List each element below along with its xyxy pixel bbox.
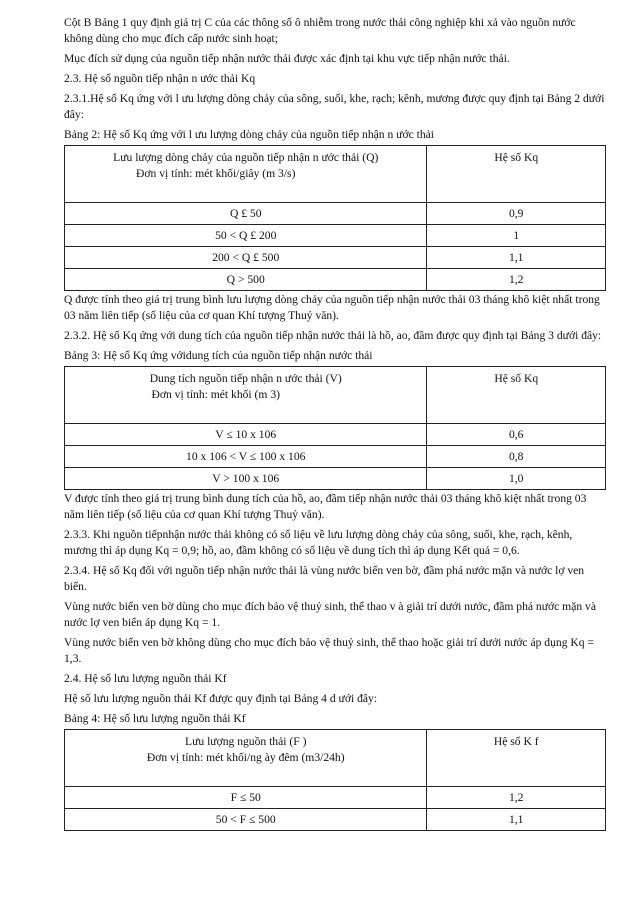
table-4 <box>64 729 606 831</box>
table-cell-range: 10 x 106 < V ≤ 100 x 106 <box>65 446 427 468</box>
section-heading-2-3: 2.3. Hệ số nguồn tiếp nhận n ước thải Kq <box>64 72 256 85</box>
table-header-row <box>65 367 606 424</box>
table-cell-k: 0,8 <box>427 446 606 468</box>
table-header-cell <box>65 367 427 424</box>
section-2-3-1: 2.3.1.Hệ số Kq ứng với l ưu lượng dòng chảy của sông, suối, khe, rạch; kênh, mương được quy định tại Bảng 2 dưới đây: <box>64 92 605 121</box>
table-cell-range: 50 < F ≤ 500 <box>65 809 427 831</box>
table-header-cell <box>65 146 427 203</box>
table-header-cell: Hệ số Kq <box>427 146 606 203</box>
table-cell-range: Q > 500 <box>65 269 427 291</box>
table-row <box>65 247 606 269</box>
note-v: V được tính theo giá trị trung bình dung tích của hồ, ao, đầm tiếp nhận nước thải 03 tháng khô kiệt nhất trong 03 năm liên tiếp (số liệu của cơ quan Khí tượng Thuỷ văn). <box>64 492 587 521</box>
table-header-cell <box>65 730 427 787</box>
section-2-3-3: 2.3.3. Khi nguồn tiếpnhận nước thải không có số liệu về lưu lượng dòng chảy của sông, suối, khe, rạch, kênh, mương thì áp dụng Kq = 0,9; hồ, ao, đầm không có số liệu về dung tích thì áp dụng Kết quả = 0,6. <box>64 528 573 557</box>
table-cell-k: 1,1 <box>427 809 606 831</box>
header-unit-line: Đơn vị tính: mét khối/giây (m 3/s) <box>136 167 296 180</box>
table-cell-range: 50 < Q £ 200 <box>65 225 427 247</box>
paragraph-kf: Hệ số lưu lượng nguồn thải Kf được quy định tại Bảng 4 d ưới đây: <box>64 692 378 705</box>
table-row <box>65 424 606 446</box>
note-q: Q được tính theo giá trị trung bình lưu lượng dòng chảy của nguồn tiếp nhận nước thải 03 tháng khô kiệt nhất trong 03 năm liên tiếp (số liệu của cơ quan Khí tượng Thuỷ văn). <box>64 293 600 322</box>
paragraph-coast-1: Vùng nước biển ven bờ dùng cho mục đích bảo vệ thuỷ sinh, thể thao v à giải trí dưới nước, đầm phá nước mặn và nước lợ ven biển áp dụng Kq = 1. <box>64 600 596 629</box>
table-cell-k: 0,9 <box>427 203 606 225</box>
section-2-3-4: 2.3.4. Hệ số Kq đối với nguồn tiếp nhận nước thải là vùng nước biển ven bờ, đầm phá nước mặn và nước lợ ven biển. <box>64 564 585 593</box>
table-cell-k: 1,2 <box>427 269 606 291</box>
table-row <box>65 809 606 831</box>
section-2-3-2: 2.3.2. Hệ số Kq ứng với dung tích của nguồn tiếp nhận nước thải là hồ, ao, đầm được quy định tại Bảng 3 dưới đây: <box>64 329 602 342</box>
table-header-row <box>65 730 606 787</box>
table-cell-range: F ≤ 50 <box>65 787 427 809</box>
table-row <box>65 446 606 468</box>
table-cell-k: 0,6 <box>427 424 606 446</box>
table-4-caption: Bảng 4: Hệ số lưu lượng nguồn thải Kf <box>64 712 246 725</box>
table-header-cell: Hệ số K f <box>427 730 606 787</box>
table-row <box>65 269 606 291</box>
table-3 <box>64 366 606 490</box>
header-line: Lưu lượng dòng chảy của nguồn tiếp nhận n ước thải (Q) <box>113 151 379 164</box>
header-line: Dung tích nguồn tiếp nhận n ước thải (V) <box>149 372 342 385</box>
paragraph-coast-2: Vùng nước biển ven bờ không dùng cho mục đích bảo vệ thuỷ sinh, thể thao hoặc giải trí dưới nước áp dụng Kq = 1,3. <box>64 636 594 665</box>
table-cell-range: V ≤ 10 x 106 <box>65 424 427 446</box>
table-cell-k: 1,1 <box>427 247 606 269</box>
header-unit-line: Đơn vị tính: mét khối (m 3) <box>151 388 280 401</box>
table-row <box>65 225 606 247</box>
table-row <box>65 787 606 809</box>
header-unit-line: Đơn vị tính: mét khối/ng ày đêm (m3/24h) <box>146 751 345 764</box>
table-cell-range: Q £ 50 <box>65 203 427 225</box>
table-cell-k: 1,0 <box>427 468 606 490</box>
header-line: Lưu lượng nguồn thải (F ) <box>185 735 307 748</box>
table-cell-range: V > 100 x 106 <box>65 468 427 490</box>
document-page <box>64 15 606 832</box>
table-row <box>65 468 606 490</box>
table-2-caption: Bảng 2: Hệ số Kq ứng với l ưu lượng dòng chảy của nguồn tiếp nhận n ước thải <box>64 128 435 141</box>
table-row <box>65 203 606 225</box>
table-3-caption: Bảng 3: Hệ số Kq ứng vớidung tích của nguồn tiếp nhận nước thải <box>64 349 373 362</box>
table-cell-k: 1 <box>427 225 606 247</box>
table-cell-range: 200 < Q £ 500 <box>65 247 427 269</box>
paragraph: Mục đích sử dụng của nguồn tiếp nhận nước thải được xác định tại khu vực tiếp nhận nước thải. <box>64 52 510 65</box>
table-cell-k: 1,2 <box>427 787 606 809</box>
section-heading-2-4: 2.4. Hệ số lưu lượng nguồn thải Kf <box>64 672 227 685</box>
table-header-row <box>65 146 606 203</box>
table-2 <box>64 145 606 291</box>
paragraph: Cột B Bảng 1 quy định giá trị C của các thông số ô nhiễm trong nước thải công nghiệp khi xả vào nguồn nước không dùng cho mục đích cấp nước sinh hoạt; <box>64 16 576 45</box>
table-header-cell: Hệ số Kq <box>427 367 606 424</box>
